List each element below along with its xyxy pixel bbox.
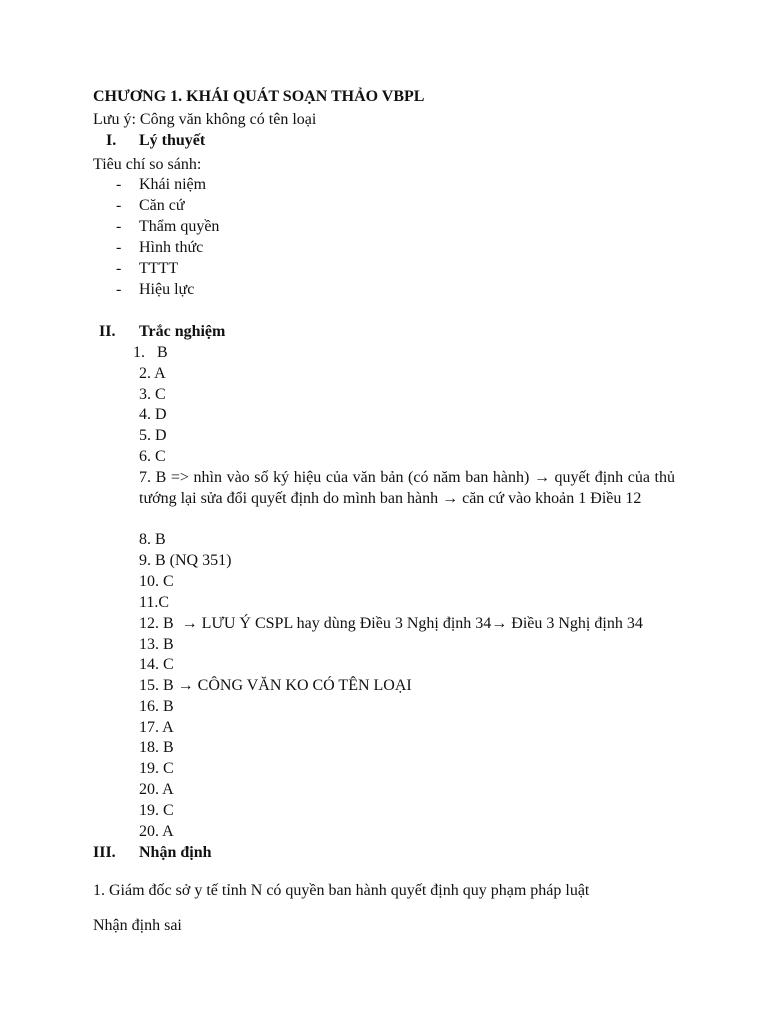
answer-item: 20. A xyxy=(139,823,174,840)
section-1-numeral: I. xyxy=(106,132,117,149)
answer-item: 16. B xyxy=(139,698,174,715)
criteria-item: Thẩm quyền xyxy=(139,218,220,235)
criteria-item: Hiệu lực xyxy=(139,281,195,298)
section-2-heading: Trắc nghiệm xyxy=(139,323,226,340)
answer-item: 14. C xyxy=(139,656,174,673)
answer-item: 17. A xyxy=(139,719,174,736)
bullet-marker: - xyxy=(116,281,122,298)
answer-item: 6. C xyxy=(139,448,166,465)
bullet-marker: - xyxy=(116,218,122,235)
criteria-item: Hình thức xyxy=(139,239,204,256)
answer-item: 4. D xyxy=(139,406,167,423)
verdict-text: Nhận định sai xyxy=(93,917,182,934)
section-3-heading: Nhận định xyxy=(139,844,212,861)
criteria-item: TTTT xyxy=(139,260,179,277)
section-1-heading: Lý thuyết xyxy=(139,132,206,149)
criteria-item: Khái niệm xyxy=(139,176,207,193)
answer-item: 11.C xyxy=(139,594,170,611)
answer-item-explained: 12. B → LƯU Ý CSPL hay dùng Điều 3 Nghị định 34→ Điều 3 Nghị định 34 xyxy=(139,615,643,632)
answer-item: 19. C xyxy=(139,760,174,777)
statement-text: 1. Giám đốc sở y tế tỉnh N có quyền ban hành quyết định quy phạm pháp luật xyxy=(93,882,590,899)
answer-item: 10. C xyxy=(139,573,174,590)
bullet-marker: - xyxy=(116,239,122,256)
answer-item: 5. D xyxy=(139,427,167,444)
answer-item: 8. B xyxy=(139,531,166,548)
criteria-intro: Tiêu chí so sánh: xyxy=(93,156,202,173)
answer-item: 3. C xyxy=(139,386,166,403)
answer-item: 18. B xyxy=(139,739,174,756)
bullet-marker: - xyxy=(116,176,122,193)
section-2-numeral: II. xyxy=(99,323,116,340)
bullet-marker: - xyxy=(116,197,122,214)
section-3-numeral: III. xyxy=(93,844,116,861)
answer-item: 19. C xyxy=(139,802,174,819)
chapter-title: CHƯƠNG 1. KHÁI QUÁT SOẠN THẢO VBPL xyxy=(93,88,425,105)
answer-item: 20. A xyxy=(139,781,174,798)
bullet-marker: - xyxy=(116,260,122,277)
answer-item: 13. B xyxy=(139,636,174,653)
answer-item: 2. A xyxy=(139,365,166,382)
answer-item: 1. B xyxy=(133,344,168,361)
answer-item-explained: 15. B → CÔNG VĂN KO CÓ TÊN LOẠI xyxy=(139,677,412,694)
answer-item: 9. B (NQ 351) xyxy=(139,552,232,569)
criteria-item: Căn cứ xyxy=(139,197,185,214)
note-line: Lưu ý: Công văn không có tên loại xyxy=(93,111,317,128)
answer-item-explained: 7. B => nhìn vào số ký hiệu của văn bản (có năm ban hành) → quyết định của thủ tướng lại sửa đổi quyết định do mình ban hành → căn cứ vào khoản 1 Điều 12 xyxy=(139,469,675,507)
